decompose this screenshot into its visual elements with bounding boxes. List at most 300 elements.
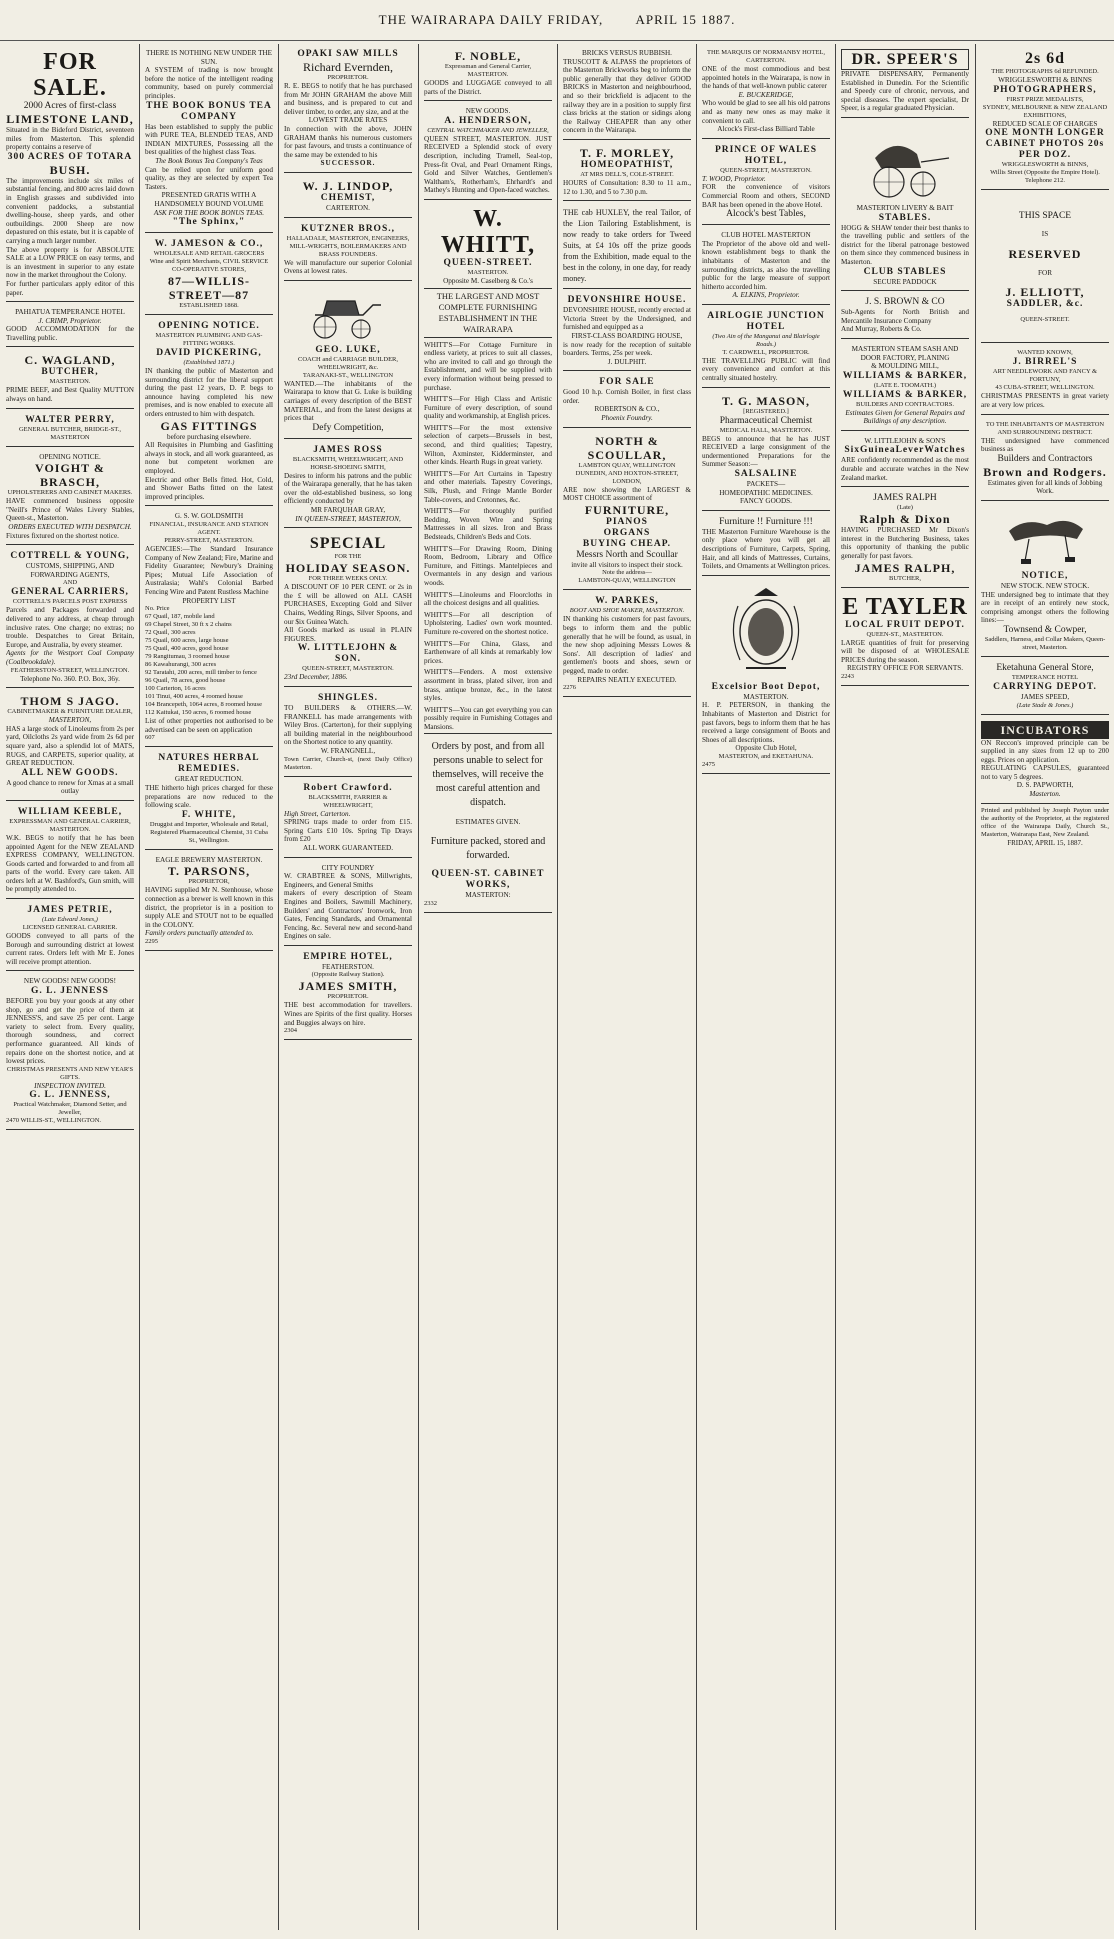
kutzner-heading: KUTZNER BROS.,: [301, 223, 395, 234]
eketahuna-heading: Eketahuna General Store,: [996, 662, 1094, 673]
jameson-sub: WHOLESALE AND RETAIL GROCERS: [153, 250, 265, 258]
ad-littlejohn-special: [284, 531, 412, 687]
ad-code: 607: [145, 734, 155, 742]
ask-line: ASK FOR THE BOOK BONUS TEAS.: [153, 208, 265, 217]
prince-heading: PRINCE OF WALES HOTEL,: [714, 144, 818, 166]
body-text: FOR the convenience of visitors Commercial Room and others, SECOND BAR has been opened in the above Hotel.: [702, 183, 830, 209]
farquhar-line: MR FARQUHAR GRAY,: [310, 506, 386, 515]
door-line: DOOR FACTORY, PLANING: [860, 353, 950, 362]
lindop-heading: W. J. LINDOP,: [302, 178, 394, 193]
registry-line: REGISTRY OFFICE FOR SERVANTS.: [846, 664, 964, 673]
pianos-heading: PIANOS: [606, 516, 648, 527]
address-line: QUEEN-ST., MASTERTON.: [866, 630, 944, 638]
body-text: IN thanking the public of Masterton and surrounding district for the liberal support during the past 12 years, D. P. begs to announce having completed his new premises, and is now enabled to execute all orders entrusted to him with despatch.: [145, 367, 273, 419]
new-goods-line: NEW GOODS.: [465, 107, 511, 116]
ad-city-foundry: [284, 861, 412, 946]
ad-morley: [563, 143, 691, 201]
body-text: THE cab HUXLEY, the real Tailor, of the Lion Tailoring Establishment, is now ready to take orders for Tweed Suits, at £4 10s off the prize goods from the Exhibition, made equal to the best in the colony, in one day, for ready money.: [563, 208, 691, 284]
body-text: TO BUILDERS & OTHERS.—W. FRANKELL has made arrangements with Wiley Bros. (Carterton), for their supplying all building material in the neighbourhood on the Shortest notice to any quantity.: [284, 704, 412, 747]
body-text: The improvements include six miles of substantial fencing, and 800 acres laid down in English grasses and subdivided into convenient paddocks, a substantial dwelling-house, sheep yards, and other outbuildings. 2000 Sheep are now depastured on this estate, but it is capable of carrying a much larger number.: [6, 176, 134, 245]
body-text: The above property is for ABSOLUTE SALE at a LOW PRICE on easy terms, and is an investment in superior to any estate now in the market throughout the Colony.: [6, 245, 134, 280]
masthead-title: THE WAIRARAPA DAILY FRIDAY,: [378, 12, 604, 27]
established-line: ESTABLISHED 1868.: [179, 302, 239, 310]
column-rule: [835, 44, 836, 1930]
frankell-line: W. FRANGNELL,: [320, 746, 376, 755]
body-text: GOOD ACCOMMODATION for the Travelling public.: [6, 325, 134, 342]
body-text: ON Reccon's improved principle can be supplied in any sizes from 12 up to 200 eggs. Prices on application.: [981, 738, 1109, 764]
body-text: Electric and other Bells fitted. Hot, Cold, and Shower Baths fitted on the latest improved principles.: [145, 475, 273, 501]
address-line: Town Carrier, Church-st, (next Daily Office) Masterton.: [284, 755, 412, 771]
telephone-line: Telephone No. 360. P.O. Box, 36y.: [20, 674, 120, 683]
pharm-heading: Pharmaceutical Chemist: [719, 415, 813, 426]
is-line: IS: [1041, 230, 1049, 239]
photo-line: THE PHOTOGRAPHS 6d REFUNDED.: [991, 68, 1099, 75]
noble-sub: Expressman and General Carrier, MASTERTON.: [444, 63, 532, 78]
ad-reserved-space: [981, 193, 1109, 343]
ad-boiler-sale: [563, 374, 691, 427]
ad-code: 2470: [6, 1117, 19, 1125]
ad-natures-remedies: [145, 750, 273, 849]
ralph-heading-2: JAMES RALPH,: [854, 560, 956, 575]
town-name: Masterton.: [1029, 790, 1061, 799]
address-line: IN QUEEN-STREET, MASTERTON,: [295, 514, 401, 523]
buckeridge-line: E. BUCKERIDGE,: [738, 90, 794, 99]
carriers-heading: GENERAL CARRIERS,: [11, 587, 129, 598]
petrie-sub: LICENSED GENERAL CARRIER.: [22, 924, 118, 932]
north-heading: NORTH & SCOULLAR,: [587, 433, 667, 462]
body-text: ARE now showing the LARGEST & MOST CHOICE assortment of: [563, 485, 691, 503]
voight-heading: VOIGHT & BRASCH,: [35, 461, 105, 490]
body-text: GOODS conveyed to all parts of the Borough and surrounding district at lowest current rates. Orders left with Mr E. Jones will receive prompt attention.: [6, 932, 134, 966]
proprietor-line: T. WOOD, Proprietor.: [702, 174, 766, 183]
jameson-heading: W. JAMESON & CO.,: [154, 239, 264, 250]
keeble-sub: EXPRESSMAN AND GENERAL CARRIER, MASTERTON.: [9, 817, 131, 833]
jenness-heading-2: G. L. JENNESS,: [29, 1090, 111, 1101]
empire-heading: EMPIRE HOTEL,: [303, 951, 393, 962]
masthead-date: APRIL 15 1887.: [635, 12, 736, 27]
ad-keeble: [6, 804, 134, 899]
jago-heading: THOM S JAGO.: [20, 694, 120, 709]
robertson-line: ROBERTSON & CO.,: [594, 405, 660, 414]
column-3: [284, 46, 412, 1926]
express-line: COTTRELL'S PARCELS POST EXPRESS: [12, 598, 128, 606]
speed-late: (Late Stade & Jones.): [1016, 701, 1074, 709]
brown-heading: J. S. BROWN & CO: [865, 297, 945, 308]
present-line: PRESENTED GRATIS WITH A HANDSOMELY BOUND VOLUME: [154, 191, 264, 208]
ad-furniture-warehouse: [702, 514, 830, 576]
body-text: HAVING PURCHASED Mr Dixon's interest in the Butchering Business, takes this opportunity of thanking the public generally for past favors.: [841, 526, 969, 561]
body-text: QUEEN STREET, MASTERTON. JUST RECEIVED a Splendid stock of every description, including Tramell, Seal-top, Press-fit Oval, and Pearl Ornament Rings, Gold and Silver Watches, Gentlemen's Waltham's, Rotherham's, Ehrhardt's and Mathey's Hunting and Open-faced watches.: [424, 134, 552, 195]
body-text: Has been established to supply the public with PURE TEA, BLENDED TEAS, AND INDIAN MIXTURES, Possessing all the best qualities of the highest class Teas.: [145, 122, 273, 157]
column-rule: [278, 44, 279, 1930]
ad-bricks: [563, 46, 691, 140]
proprietor-line: PROPRIETOR.: [327, 74, 369, 81]
jenness-heading: G. L. JENNESS: [31, 986, 109, 997]
three-weeks-line: FOR THREE WEEKS ONLY.: [308, 575, 388, 583]
noble-heading: F. NOBLE,: [454, 49, 522, 63]
body-text: CHRISTMAS PRESENTS in great variety are at very low prices.: [981, 392, 1109, 409]
address-line: PERRY-STREET, MASTERTON.: [164, 537, 254, 544]
successor-line: SUCCESSOR.: [320, 159, 376, 168]
ad-kutzner: [284, 221, 412, 281]
address-line: Willis Street (Opposite the Empire Hotel).: [990, 169, 1100, 177]
hotel-owner: J. CRIMP, Proprietor.: [38, 316, 102, 325]
space-line: THIS SPACE: [1018, 211, 1072, 222]
henderson-sub: CENTRAL WATCHMAKER AND JEWELLER,: [427, 126, 549, 134]
body-text: For further particulars apply editor of this paper.: [6, 279, 134, 297]
ad-jago: [6, 691, 134, 801]
body-text: PRIVATE DISPENSARY, Permanently Established in Dunedin. For the Scientific and Speedy cure of chronic, nervous, and special diseases. The expert specialist, Dr Speer, is a regular graduated Physician.: [841, 70, 969, 113]
body-text: All Goods marked as usual in PLAIN FIGURES.: [284, 626, 412, 643]
parkes-heading: W. PARKES,: [595, 596, 659, 607]
property-row: 75 Quail, 400 acres, good house: [145, 645, 229, 653]
proprietor-line: T. CARDWELL, PROPRIETOR.: [722, 348, 810, 356]
white-sub-2: Registered Pharmaceutical Chemist, 31 Cuba St., Wellington.: [150, 828, 268, 844]
town-name: MASTERTON.: [743, 692, 789, 701]
for-the-line: FOR THE: [334, 553, 362, 561]
property-row: 96 Quail, 78 acres, good house: [145, 677, 226, 685]
ad-petrie: [6, 902, 134, 971]
ad-jameson: [145, 236, 273, 315]
ad-incubators: [981, 718, 1109, 804]
organs-heading: ORGANS: [603, 527, 651, 538]
ad-code: 2475: [702, 760, 715, 768]
henderson-heading: A. HENDERSON,: [444, 115, 532, 126]
address-line: AT MRS DELL'S, COLE-STREET.: [580, 170, 674, 178]
whitt-line: WHITT'S—For Art Curtains in Tapestry and other materials. Tapestry Coverings, Silk, Plush, and Fringe Mantle Border Table-covers, and Cretonnes, &c.: [424, 469, 552, 504]
mason-sub: [REGISTERED.]: [743, 407, 789, 415]
body-text: ONE of the most commodious and best appointed hotels in the Wairarapa, is now in the hands of that well-known public caterer: [702, 65, 830, 91]
club-heading: CLUB HOTEL MASTERTON: [721, 231, 811, 240]
ad-crawford: [284, 780, 412, 858]
jago-sub: CABINETMAKER & FURNITURE DEALER,: [7, 708, 133, 716]
shingles-heading: SHINGLES.: [318, 693, 378, 703]
brewery-heading: EAGLE BREWERY MASTERTON.: [155, 855, 263, 864]
crawford-heading: Robert Crawford.: [303, 782, 393, 793]
railway-line: (Opposite Railway Station).: [311, 971, 385, 979]
whitt-line: WHITT'S—Linoleums and Floorcloths in all the choicest designs and all qualities.: [424, 590, 552, 608]
tayler-heading: E TAYLER: [842, 593, 968, 620]
natures-heading: NATURES HERBAL REMEDIES.: [158, 753, 260, 775]
ad-code: 2243: [841, 673, 854, 680]
dixon-heading: Ralph & Dixon: [859, 512, 951, 527]
limestone-heading: LIMESTONE LAND,: [6, 112, 134, 126]
ad-north-scoullar: [563, 431, 691, 591]
body-text: BEGS to announce that he has JUST RECEIVED a large consignment of the undermentioned Preparations for the Summer Season:—: [702, 434, 830, 469]
address-line: WILLIS-ST., WELLINGTON.: [20, 1117, 102, 1125]
column-4: [424, 46, 552, 1926]
moulding-line: & MOULDING MILL,: [871, 362, 939, 371]
ad-mason: [702, 391, 830, 511]
ad-lindop: [284, 176, 412, 218]
smith-heading: JAMES SMITH,: [298, 979, 398, 994]
willis-heading: 87—WILLIS-STREET—87: [167, 274, 251, 303]
ad-townsend-cowper: [981, 504, 1109, 657]
body-text: HOGG & SHAW tender their best thanks to the travelling public and settlers of the district for the liberal patronage bestowed on them since they commenced business in Masterton.: [841, 223, 969, 266]
ad-dr-speer: [841, 46, 969, 118]
holiday-heading: HOLIDAY SEASON.: [285, 561, 411, 576]
bonus-heading: THE BOOK BONUS TEA COMPANY: [146, 100, 272, 122]
town-name: CARTERTON.: [326, 203, 370, 212]
body-text: is now ready for the reception of suitable boarders. Terms, 25s per week.: [563, 340, 691, 358]
billiard-line: Alcock's First-class Billiard Table: [717, 125, 815, 134]
ad-photographers: [981, 46, 1109, 190]
messrs-line: Messrs North and Scoullar: [576, 549, 678, 560]
largest-line: THE LARGEST AND MOST COMPLETE FURNISHING ESTABLISHMENT IN THE WAIRARAPA: [436, 290, 540, 334]
bonus-subheading: The Book Bonus Tea Company's Teas: [155, 156, 263, 165]
townsend-sub: Saddlers, Harness, and Collar Makers, Queen-street, Masterton.: [984, 635, 1106, 651]
body-text: LARGE quantities of fruit for preserving will be disposed of at WHOLESALE PRICES during the season.: [841, 638, 969, 664]
ad-code: 2332: [424, 899, 437, 907]
address-line: MASTERTON, and EKETAHUNA.: [718, 752, 814, 760]
gas-heading: GAS FITTINGS: [160, 418, 258, 433]
body-text: Can be relied upon for uniform good quality, as they are selected by expert Tea Tasters.: [145, 165, 273, 191]
ad-ralph: [841, 490, 969, 587]
temperance-line: TEMPERANCE HOTEL: [1011, 673, 1079, 681]
body-text: List of other properties not authorised to be advertised can be seen on application: [145, 717, 273, 734]
club-stables-heading: CLUB STABLES: [863, 266, 947, 277]
body-text: Good 10 h.p. Cornish Boiler, in first class order.: [563, 388, 691, 405]
ad-prince-of-wales: [702, 142, 830, 225]
body-text: W. CRABTREE & SONS, Millwrights, Engineers, and General Smiths: [284, 872, 412, 889]
wanted-line: WANTED KNOWN,: [1017, 349, 1073, 357]
ad-shingles: [284, 690, 412, 777]
body-text: We will manufacture our superior Colonial Ovens at lowest rates.: [284, 258, 412, 276]
column-1: [6, 46, 134, 1926]
body-text: Family orders punctually attended to.: [145, 929, 254, 938]
evernden-heading: Richard Evernden,: [303, 60, 393, 74]
wrigglesworth-line: WRIGGLESWORTH & BINNS: [998, 76, 1092, 84]
body-text: HOURS of Consultation: 8.30 to 11 a.m., 12 to 1.30, and 5 to 7.30 p.m.: [563, 178, 691, 196]
ad-code: 2295: [145, 937, 158, 945]
sawmills-heading: OPAKI SAW MILLS: [297, 49, 399, 59]
new-stock-line: NEW STOCK. NEW STOCK.: [1000, 581, 1090, 590]
opposite-line: Opposite M. Caselberg & Co.'s: [443, 276, 533, 285]
saddle-illustration: [995, 511, 1095, 567]
body-text: Desires to inform his patrons and the public of the Wairarapa generally, that he has taken over the old-established business, so long efficiently conducted by: [284, 471, 412, 506]
ross-sub: BLACKSMITH, WHEELWRIGHT, AND HORSE-SHOEING SMITH,: [292, 455, 404, 471]
brown-rodgers-heading: Brown and Rodgers.: [983, 464, 1107, 479]
special-heading: SPECIAL: [309, 535, 387, 553]
address-line: FEATHERSTON-STREET, WELLINGTON.: [10, 666, 130, 674]
salsaline-heading: SALSALINE: [734, 469, 798, 480]
whitt-line: WHITT'S—For China, Glass, and Earthenware of all kinds at remarkably low prices.: [424, 639, 552, 665]
body-text: makers of every description of Steam Engines and Boilers, Sawmill Machinery, Builders' and Contractors' Ironwork, Iron Gates, Fencing Standards, and Ornamental Fencing, &c. Several new and second-hand Engines on sale.: [284, 889, 412, 941]
new-goods-line: NEW GOODS! NEW GOODS!: [23, 977, 117, 986]
ad-livery-stables: [841, 121, 969, 291]
kutzner-sub: HALLADALE, MASTERTON, ENGINEERS, MILL-WRIGHTS, BOILERMAKERS AND BRASS FOUNDERS.: [286, 234, 410, 258]
body-text: AGENCIES:—The Standard Insurance Company of New Zealand; Fire, Marine and Fidelity Guarantee; Newbury's Draining Pipes; Mutual Life Association of Australasia; Wahl's Colonial Barbed Fencing Wire and Patent Rustless Machine: [145, 545, 273, 596]
ad-for-sale: [6, 46, 134, 302]
price-heading: 2s 6d: [1024, 50, 1066, 67]
perry-heading: WALTER PERRY,: [25, 414, 115, 425]
ad-book-bonus-tea: [145, 46, 273, 233]
ralph-heading: JAMES RALPH: [873, 493, 937, 504]
body-text: THE best accommodation for travellers. Wines are Spirits of the first quality. Horses and Buggies always on hire.: [284, 1001, 412, 1027]
proprietor-line: PROPRIETOR.: [327, 993, 369, 1001]
opposite-line: Opposite Club Hotel,: [735, 744, 797, 753]
butcher-line: BUTCHER,: [889, 574, 921, 582]
column-5: [563, 46, 691, 1926]
packets-line: PACKETS—: [746, 480, 786, 489]
chemist-heading: CHEMIST,: [320, 192, 376, 203]
buying-heading: BUYING CHEAP.: [582, 538, 672, 549]
whitt-heading: W. WHITT,: [440, 205, 536, 258]
whitt-line: WHITT'S—Fenders. A most extensive assortment in brass, plated silver, iron and brass, antique bronze, &c., in the latest styles.: [424, 668, 552, 703]
builders-line: BUILDERS AND CONTRACTORS.: [856, 400, 954, 408]
jameson-sub-2: Wine and Spirit Merchants, CIVIL SERVICE CO-OPERATIVE STORES,: [149, 258, 269, 274]
property-row: 67 Quail, 187, mobile land: [145, 613, 215, 621]
elliott-heading: J. ELLIOTT,: [1005, 285, 1085, 300]
ad-wagland: [6, 350, 134, 408]
orders-line: ORDERS EXECUTED WITH DESPATCH.: [8, 523, 132, 532]
keeble-heading: WILLIAM KEEBLE,: [17, 806, 123, 817]
carrying-heading: CARRYING DEPOT.: [993, 681, 1097, 692]
longer-heading: ONE MONTH LONGER: [985, 128, 1105, 139]
rule: [424, 733, 552, 734]
notice-heading: NOTICE,: [1021, 570, 1069, 581]
body-text: A SYSTEM of trading is now brought before the notice of the intelligent reading community, based on purely commercial principles.: [145, 66, 273, 100]
fancy-line: FANCY GOODS.: [740, 497, 792, 506]
column-8: [981, 46, 1109, 1926]
ross-heading: JAMES ROSS: [313, 444, 383, 455]
telephone-line: Telephone 212.: [1025, 177, 1065, 185]
homeopathist-heading: HOMEOPATHIST,: [580, 159, 674, 170]
mason-heading: T. G. MASON,: [721, 393, 811, 408]
masthead: [0, 0, 1114, 41]
opening-notice: OPENING NOTICE.: [158, 321, 260, 332]
ad-empire-hotel: [284, 949, 412, 1040]
ad-excelsior: [702, 579, 830, 774]
body-text: H. P. PETERSON, in thanking the Inhabitants of Masterton and District for past favors, begs to inform them that he has received a large consignment of Boots and Shoes of all descriptions.: [702, 701, 830, 744]
wagland-heading: C. WAGLAND,: [24, 353, 116, 368]
royal-crest-illustration: [718, 586, 814, 678]
incubators-heading: INCUBATORS: [981, 721, 1109, 739]
ad-parkes: [563, 593, 691, 697]
totara-heading: 300 ACRES OF TOTARA: [7, 151, 133, 162]
property-row: 112 Kaitukai, 150 acres, 6 roomed house: [145, 709, 252, 717]
column-7: [841, 46, 969, 1926]
property-row: 75 Quail, 600 acres, large house: [145, 637, 229, 645]
defy-line: Defy Competition,: [312, 422, 384, 433]
littlejohn-line: W. LITTLEJOHN & SON'S: [864, 436, 946, 445]
address-line: 43 CUBA-STREET, WELLINGTON.: [995, 384, 1095, 392]
body-text: All Requisites in Plumbing and Gasfitting always in stock, and all work guaranteed, as none but competent workmen are employed.: [145, 441, 273, 476]
homeopathic-line: HOMEOPATHIC MEDICINES.: [719, 488, 813, 497]
buggy-illustration: [855, 128, 955, 200]
lowest-rates-line: LOWEST TRADE RATES: [308, 116, 388, 125]
hotel-heading: PAHIATUA TEMPERANCE HOTEL: [15, 308, 125, 317]
address-line: LAMBTON QUAY, WELLINGTON: [578, 461, 676, 469]
townsend-heading: Townsend & Cowper,: [1003, 624, 1087, 635]
whitt-line: WHITT'S—For thoroughly purified Bedding, Woven Wire and Spring Mattresses in all sizes. Iron and Brass Bedsteads, Children's Beds and Cots.: [424, 507, 552, 541]
ad-brown-co: [841, 294, 969, 339]
and-line: AND: [62, 579, 78, 587]
body-text: Agents for the Westport Coal Company (Coalbrookdale).: [6, 649, 134, 666]
contractors-line: Builders and Contractors: [997, 453, 1093, 464]
excelsior-heading: Excelsior Boot Depot,: [711, 681, 821, 692]
estimates-line: Estimates Given for General Repairs and Buildings of any description.: [845, 408, 965, 426]
property-header: No. Price: [145, 605, 170, 613]
date-line: 23rd December, 1886.: [284, 673, 348, 682]
livery-heading: MASTERTON LIVERY & BAIT: [856, 203, 954, 212]
morley-heading: T. F. MORLEY,: [579, 145, 675, 160]
imprint: [981, 807, 1109, 848]
ralph-late: (Late): [897, 504, 913, 512]
body-text: HAVE commenced business opposite "Neill's Prince of Wales Livery Stables, Queen-st., Masterton.: [6, 497, 134, 523]
petrie-late: (Late Edward Jones,): [42, 916, 98, 924]
ad-jenness: [6, 974, 134, 1130]
ad-luke: [284, 284, 412, 439]
parsons-heading: T. PARSONS,: [167, 864, 251, 879]
whitt-line: WHITT'S—For High Class and Artistic Furniture of every description, of sound quality and workmanship, at English prices.: [424, 395, 552, 421]
devonshire-heading: DEVONSHIRE HOUSE.: [567, 295, 687, 306]
ad-whitt: [424, 203, 552, 913]
address-line: High Street, Carterton.: [284, 809, 351, 818]
invite-line: invite all visitors to inspect their stock.: [571, 560, 683, 569]
customs-line: CUSTOMS, SHIPPING, AND FORWARDING AGENTS,: [25, 562, 115, 579]
property-heading: PROPERTY LIST: [182, 596, 236, 605]
pickering-heading: DAVID PICKERING,: [156, 348, 262, 359]
inspection-line: INSPECTION INVITED.: [34, 1081, 106, 1090]
body-text: R. E. BEGS to notify that he has purchased from Mr JOHN GRAHAM the above Mill and business, and is prepared to cut and deliver timber, to order, any size, and at the: [284, 82, 412, 116]
airlogie-heading: AIRLOGIE JUNCTION HOTEL: [707, 310, 825, 332]
white-sub: Druggist and Importer, Wholesale and Retail,: [149, 820, 269, 828]
littlejohn-heading: W. LITTLEJOHN & SON.: [297, 643, 399, 665]
ad-opaki-saw-mills: [284, 46, 412, 173]
town-name: MASTERTON,: [48, 716, 92, 725]
body-text: before purchasing elsewhere.: [166, 432, 251, 441]
phoenix-line: Phoenix Foundry.: [601, 414, 653, 423]
body-text: And Murray, Roberts & Co.: [841, 325, 922, 334]
packed-line: Furniture packed, stored and forwarded.: [430, 836, 546, 862]
scale-line: REDUCED SCALE OF CHARGES: [992, 119, 1098, 128]
established-line: (Established 1871.): [183, 359, 235, 367]
imprint-date: FRIDAY, APRIL 15, 1887.: [1007, 838, 1083, 847]
address-line: QUEEN-STREET.: [1020, 316, 1070, 324]
reduction-line: GREAT REDUCTION.: [174, 775, 244, 784]
bricks-heading: BRICKS VERSUS RUBBISH.: [582, 49, 672, 57]
body-text: DEVONSHIRE HOUSE, recently erected at Victoria Street by the Undersigned, and furnished and equipped as a: [563, 306, 691, 332]
property-row: 100 Carterton, 16 acres: [145, 685, 206, 693]
speer-heading: DR. SPEER'S: [841, 49, 969, 70]
plumbing-line: MASTERTON PLUMBING AND GAS-FITTING WORKS.: [155, 332, 263, 348]
ad-sash-factory: [841, 342, 969, 431]
whitt-line: WHITT'S—For Cottage Furniture in endless variety, at prices to suit all classes, who are invited to call and go through the Establishment, and will be supplied with every information without being pressed to purchase.: [424, 340, 552, 392]
xmas-line: CHRISTMAS PRESENTS AND NEW YEAR'S GIFTS.: [6, 1065, 134, 1081]
body-text: Parcels and Packages forwarded and delivered to any address, at cheap through inclusive rates. One charge; no extras; no trouble. Despatches to Great Britain, Europe, and Australia, by every steamer.: [6, 606, 134, 649]
medalists-line: FIRST PRIZE MEDALISTS,: [1006, 95, 1084, 103]
property-row: 72 Quail, 300 acres: [145, 629, 196, 637]
for-sale-heading: FOR SALE: [599, 377, 655, 388]
papworth-line: D. S. PAPWORTH,: [1016, 781, 1074, 790]
repairs-line: REPAIRS NEATLY EXECUTED.: [577, 675, 677, 684]
barker-heading: WILLIAMS & BARKER,: [842, 370, 968, 381]
town-name: FEATHERSTON.: [322, 962, 374, 971]
body-text: THE undersigned have commenced business as: [981, 436, 1109, 454]
ad-tayler: [841, 591, 969, 686]
all-new-heading: ALL NEW GOODS.: [21, 767, 119, 778]
signature-line: J. DULPHIT.: [607, 357, 647, 366]
address-line: QUEEN-STREET, MASTERTON.: [720, 166, 812, 174]
ad-ross: [284, 442, 412, 529]
body-text: WANTED.—The inhabitants of the Wairarapa to know that G. Luke is building carriages of every description of the BEST MATERIAL, and from the latest designs at prices that: [284, 379, 412, 423]
whitt-line: WHITT'S—For Drawing Room, Dining Room, Bedroom, Library and Office Furniture, and Fittings. Mantelpieces and Overmantels in any design and various woods.: [424, 544, 552, 587]
white-heading: F. WHITE,: [181, 809, 237, 820]
column-rule: [557, 44, 558, 1930]
town-name: MASTERTON.: [467, 268, 509, 276]
imprint-text: Printed and published by Joseph Payton under the authority of the Proprietor, at the registered office of the Wairarapa Daily, Church St., Masterton, Wairarapa East, New Zealand.: [981, 806, 1109, 838]
